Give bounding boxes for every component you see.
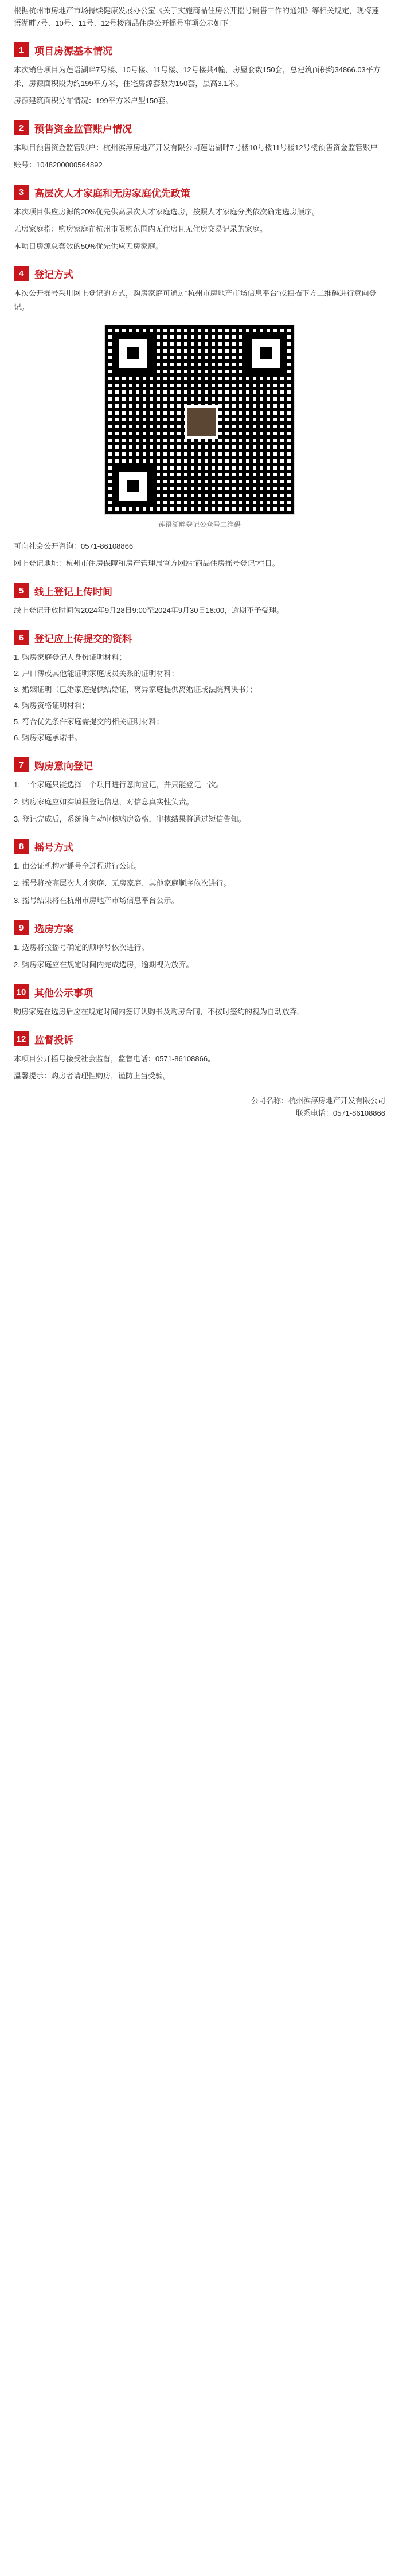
section-paragraph: 本项目预售资金监管账户：杭州滨淳房地产开发有限公司莲语湖畔7号楼10号楼11号楼12号楼预售资金监管账户 — [14, 143, 378, 152]
section-header — [14, 757, 385, 772]
section-title: 登记方式 — [34, 269, 73, 280]
section-paragraph: 房源建筑面积分布情况：199平方米户型150套。 — [14, 96, 173, 105]
section-title: 高层次人才家庭和无房家庭优先政策 — [34, 187, 190, 199]
section-6 — [14, 630, 385, 745]
section-7 — [14, 757, 385, 826]
section-title: 线上登记上传时间 — [34, 586, 112, 597]
section-paragraph: 本项目公开摇号接受社会监督，监督电话：0571-86108866。 — [14, 1054, 216, 1063]
qr-finder-pattern — [246, 333, 286, 373]
section-paragraph: 3. 登记完成后，系统将自动审核购房资格，审核结果将通过短信告知。 — [14, 815, 246, 823]
list-item: 2. 户口簿或其他能证明家庭成员关系的证明材料； — [14, 669, 179, 678]
section-1 — [14, 42, 385, 108]
section-paragraph: 可向社会公开咨询：0571-86108866 — [14, 542, 134, 550]
section-paragraph: 温馨提示：购房者请理性购房，谨防上当受骗。 — [14, 1072, 171, 1080]
section-title: 登记应上传提交的资料 — [34, 633, 132, 644]
qr-block — [14, 325, 385, 529]
qr-logo-icon — [185, 405, 218, 439]
section-header — [14, 120, 385, 135]
section-header — [14, 920, 385, 935]
footer — [14, 1094, 385, 1120]
section-number-badge: 8 — [14, 839, 29, 854]
section-paragraph: 1. 选房将按摇号确定的顺序号依次进行。 — [14, 943, 149, 952]
section-paragraph: 1. 一个家庭只能选择一个项目进行意向登记，并只能登记一次。 — [14, 780, 224, 789]
footer-phone: 联系电话：0571-86108866 — [295, 1109, 385, 1117]
qr-finder-pattern — [113, 466, 153, 506]
section-number-badge: 1 — [14, 42, 29, 57]
qr-finder-pattern — [113, 333, 153, 373]
section-title: 选房方案 — [34, 923, 73, 935]
list-item: 6. 购房家庭承诺书。 — [14, 733, 82, 742]
section-title: 监督投诉 — [34, 1034, 73, 1046]
footer-company: 公司名称：杭州滨淳房地产开发有限公司 — [251, 1096, 385, 1105]
section-number-badge: 10 — [14, 984, 29, 999]
section-paragraph: 1. 由公证机构对摇号全过程进行公证。 — [14, 862, 142, 870]
section-paragraph: 线上登记开放时间为2024年9月28日9:00至2024年9月30日18:00，逾期不予受理。 — [14, 606, 284, 615]
section-number-badge: 5 — [14, 583, 29, 598]
intro-text: 根据杭州市房地产市场持续健康发展办公室《关于实施商品住房公开摇号销售工作的通知》等相关规定，现将莲语湖畔7号、10号、11号、12号楼商品住房公开摇号事项公示如下： — [14, 6, 380, 28]
section-title: 预售资金监管账户情况 — [34, 123, 132, 135]
qr-caption: 莲语湖畔登记公众号二维码 — [158, 521, 241, 529]
section-paragraph: 2. 购房家庭应如实填报登记信息，对信息真实性负责。 — [14, 798, 194, 806]
section-number-badge: 7 — [14, 757, 29, 772]
section-number-badge: 2 — [14, 120, 29, 135]
section-title: 其他公示事项 — [34, 987, 93, 999]
list-item: 1. 购房家庭登记人身份证明材料； — [14, 653, 127, 662]
page — [0, 0, 399, 1120]
section-title: 项目房源基本情况 — [34, 45, 112, 57]
section-paragraph: 网上登记地址：杭州市住房保障和房产管理局官方网站“商品住房摇号登记”栏目。 — [14, 559, 280, 568]
section-3 — [14, 185, 385, 253]
list-item: 3. 婚姻证明（已婚家庭提供结婚证，离异家庭提供离婚证或法院判决书）； — [14, 685, 257, 694]
section-header — [14, 185, 385, 200]
section-title: 摇号方式 — [34, 842, 73, 853]
sections — [14, 42, 385, 1083]
section-number-badge: 6 — [14, 630, 29, 645]
section-2 — [14, 120, 385, 172]
section-number-badge: 3 — [14, 185, 29, 200]
section-number-badge: 9 — [14, 920, 29, 935]
section-header — [14, 984, 385, 999]
section-paragraph: 本次项目供应房源的20%优先供高层次人才家庭选房，按照人才家庭分类依次确定选房顺序。 — [14, 208, 320, 216]
section-header — [14, 266, 385, 281]
section-paragraph: 账号：1048200000564892 — [14, 161, 103, 169]
section-number-badge: 4 — [14, 266, 29, 281]
section-header — [14, 839, 385, 854]
section-paragraph: 本次公开摇号采用网上登记的方式，购房家庭可通过“杭州市房地产市场信息平台”或扫描下方二维码进行意向登记。 — [14, 289, 377, 311]
list-item: 5. 符合优先条件家庭需提交的相关证明材料； — [14, 717, 164, 726]
section-5 — [14, 583, 385, 617]
section-header — [14, 583, 385, 598]
section-12 — [14, 1031, 385, 1083]
qr-code-icon[interactable] — [104, 325, 295, 515]
section-paragraph: 本次销售项目为莲语湖畔7号楼、10号楼、11号楼、12号楼共4幢，房屋套数150套，总建筑面积约34866.03平方米，房源面积段为约199平方米，住宅房源套数为150套，层高3.1米。 — [14, 65, 381, 88]
section-10 — [14, 984, 385, 1019]
section-paragraph: 3. 摇号结果将在杭州市房地产市场信息平台公示。 — [14, 896, 179, 905]
section-header — [14, 630, 385, 645]
list-item: 4. 购房资格证明材料； — [14, 701, 89, 710]
section-title: 购房意向登记 — [34, 760, 93, 772]
section-paragraph: 无房家庭指：购房家庭在杭州市限购范围内无住房且无住房交易记录的家庭。 — [14, 225, 268, 233]
section-header — [14, 42, 385, 57]
section-paragraph: 本项目房源总套数的50%优先供应无房家庭。 — [14, 242, 163, 251]
section-paragraph: 购房家庭在选房后应在规定时间内签订认购书及购房合同，不按时签约的视为自动放弃。 — [14, 1007, 305, 1016]
section-9 — [14, 920, 385, 972]
section-4 — [14, 266, 385, 570]
section-header — [14, 1031, 385, 1046]
section-paragraph: 2. 购房家庭应在规定时间内完成选房，逾期视为放弃。 — [14, 960, 194, 969]
section-8 — [14, 839, 385, 908]
section-paragraph: 2. 摇号将按高层次人才家庭、无房家庭、其他家庭顺序依次进行。 — [14, 879, 231, 888]
section-number-badge: 12 — [14, 1031, 29, 1046]
